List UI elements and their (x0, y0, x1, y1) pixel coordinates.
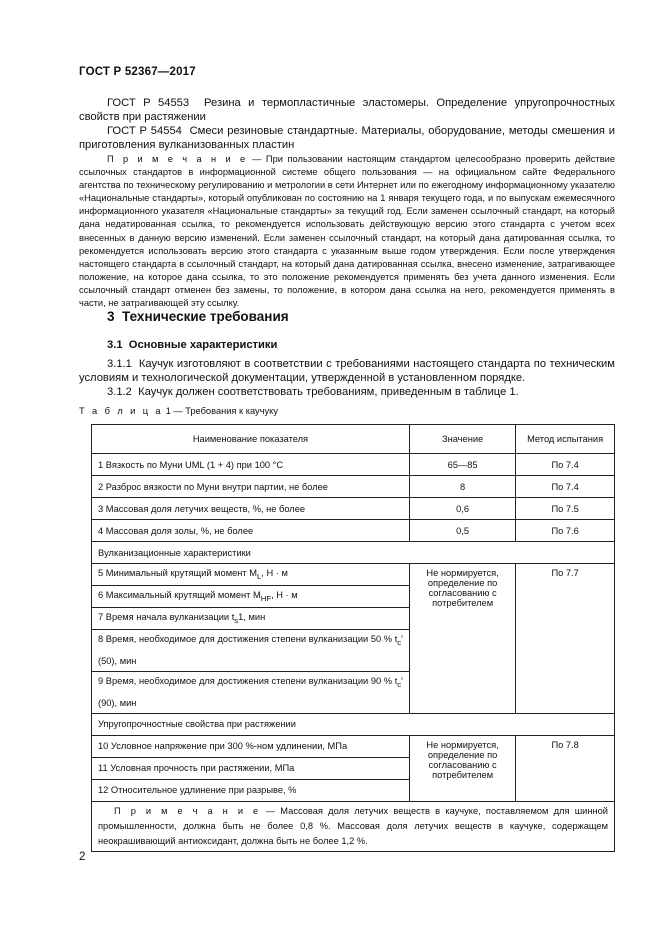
row-method: По 7.5 (516, 498, 615, 520)
table-header-row (92, 425, 615, 454)
reference-gost-54553 (79, 96, 615, 124)
reference-text: Смеси резиновые стандартные. Материалы, оборудование, методы смешения и приготовления вулканизованных пластин (79, 125, 616, 151)
paragraph-3-1-2 (79, 385, 615, 399)
table-caption-label: Т а б л и ц а (79, 406, 163, 416)
subsection-heading (107, 339, 277, 351)
row-method: По 7.4 (516, 476, 615, 498)
row-indicator: 11 Условная прочность при растяжении, МПа (92, 757, 410, 779)
row-indicator: 1 Вязкость по Муни UML (1 + 4) при 100 °С (92, 454, 410, 476)
table-row (92, 498, 615, 520)
row-indicator (92, 630, 410, 672)
paragraph-number: 3.1.2 (107, 386, 132, 398)
paragraph-text: Каучук должен соответствовать требованиям, приведенным в таблице 1. (138, 386, 519, 398)
subsection-title: Основные характеристики (128, 339, 278, 351)
indicator-unit: ′ (50), мин (98, 634, 403, 666)
group-title: Вулканизационные характеристики (92, 542, 615, 564)
reference-text: Резина и термопластичные эластомеры. Определение упругопрочностных свойств при растяжении (79, 97, 616, 123)
table-row (92, 520, 615, 542)
table-caption-text: 1 — Требования к каучуку (163, 406, 279, 416)
row-value: 0,6 (409, 498, 515, 520)
table-note-label: П р и м е ч а н и е (114, 805, 261, 816)
paragraph-text: Каучук изготовляют в соответствии с требованиями настоящего стандарта по техническим условиям и технологической документации, утвержденной в установленном порядке. (79, 358, 615, 385)
indicator-subscript: c (397, 679, 402, 689)
indicator-subscript: L (256, 571, 262, 581)
paragraph-3-1-1 (79, 357, 615, 385)
row-indicator (92, 564, 410, 586)
indicator-unit: ′ (90), мин (98, 675, 403, 708)
tensile-method: По 7.8 (516, 735, 615, 801)
document-header: ГОСТ Р 52367—2017 (79, 66, 196, 78)
header-value: Значение (409, 425, 515, 454)
reference-gost-54554 (79, 124, 615, 152)
row-indicator: 10 Условное напряжение при 300 %-ном удлинении, МПа (92, 735, 410, 757)
indicator-text: 7 Время начала вулканизации t (98, 612, 235, 623)
indicator-subscript: HF (260, 593, 272, 603)
section-heading (107, 309, 289, 324)
table-row (92, 454, 615, 476)
header-method: Метод испытания (516, 425, 615, 454)
row-indicator: 4 Массовая доля золы, %, не более (92, 520, 410, 542)
vulc-value: Не нормируется, определение по согласованию с потребителем (409, 564, 515, 714)
row-method: По 7.6 (516, 520, 615, 542)
indicator-text: 8 Время, необходимое для достижения степени вулканизации 50 % t (98, 634, 398, 644)
reference-code: ГОСТ Р 54554 (107, 125, 182, 137)
row-value: 65—85 (409, 454, 515, 476)
row-indicator (92, 671, 410, 713)
indicator-unit: , Н · м (261, 568, 288, 579)
reference-code: ГОСТ Р 54553 (107, 97, 190, 109)
table-row (92, 476, 615, 498)
page-number: 2 (79, 851, 86, 863)
indicator-text: 9 Время, необходимое для достижения степени вулканизации 90 % t (98, 675, 398, 686)
row-indicator: 12 Относительное удлинение при разрыве, % (92, 779, 410, 801)
indicator-subscript: s (234, 615, 239, 625)
row-indicator: 3 Массовая доля летучих веществ, %, не более (92, 498, 410, 520)
indicator-unit: 1, мин (238, 612, 266, 623)
row-indicator (92, 608, 410, 630)
tensile-value: Не нормируется, определение по согласованию с потребителем (409, 735, 515, 801)
note-text: — При пользовании настоящим стандартом целесообразно проверить действие ссылочных стандартов в информационной системе общего пользования — на официальном сайте Федерального агентства по техническому регулированию и метрологии в сети Интернет или по ежегодному информационному указателю «Национальные стандарты», который опубликован по состоянию на 1 января текущего года, и по выпускам ежемесячного информационного указателя «Национальные стандарты» за текущий год. Если заменен ссылочный стандарт, на который дана недатированная ссылка, то рекомендуется использовать действующую версию этого стандарта с учетом всех внесенных в данную версию изменений. Если заменен ссылочный стандарт, на который дана датированная ссылка, то рекомендуется использовать версию этого стандарта с указанным выше годом утверждения. Если после утверждения настоящего стандарта в ссылочный стандарт, на который дана датированная ссылка, внесено изменение, затрагивающее положение, на которое дана ссылка, то это положение рекомендуется применять без учета данного изменения. Если ссылочный стандарт отменен без замены, то положение, в котором дана ссылка на него, рекомендуется применять в части, не затрагивающей эту ссылку. (79, 154, 615, 309)
table-row (92, 735, 615, 757)
group-row-tensile (92, 713, 615, 735)
table-note-text: — Массовая доля летучих веществ в каучуке, поставляемом для шинной промышленности, должна быть не более 0,8 %. Массовая доля летучих веществ в каучуке, содержащем неокрашивающий антиоксидант, должна быть не более 1,2 %. (98, 805, 608, 846)
group-row-vulcanization (92, 542, 615, 564)
header-indicator: Наименование показателя (92, 425, 410, 454)
row-method: По 7.4 (516, 454, 615, 476)
indicator-subscript: c (397, 637, 402, 647)
group-title: Упругопрочностные свойства при растяжении (92, 713, 615, 735)
table-note (92, 801, 615, 851)
indicator-text: 5 Минимальный крутящий момент M (98, 568, 257, 579)
table-row (92, 564, 615, 586)
paragraph-number: 3.1.1 (107, 358, 132, 370)
section-number: 3 (107, 309, 115, 324)
row-value: 0,5 (409, 520, 515, 542)
row-value: 8 (409, 476, 515, 498)
table-caption (79, 406, 278, 416)
requirements-table (91, 424, 615, 852)
references-note (79, 153, 615, 310)
subsection-number: 3.1 (107, 339, 123, 351)
vulc-method: По 7.7 (516, 564, 615, 714)
row-indicator (92, 586, 410, 608)
indicator-unit: , Н · м (271, 590, 298, 601)
section-title: Технические требования (122, 309, 289, 324)
note-label: П р и м е ч а н и е (107, 154, 248, 164)
indicator-text: 6 Максимальный крутящий момент M (98, 590, 261, 601)
row-indicator: 2 Разброс вязкости по Муни внутри партии, не более (92, 476, 410, 498)
table-note-row (92, 801, 615, 851)
